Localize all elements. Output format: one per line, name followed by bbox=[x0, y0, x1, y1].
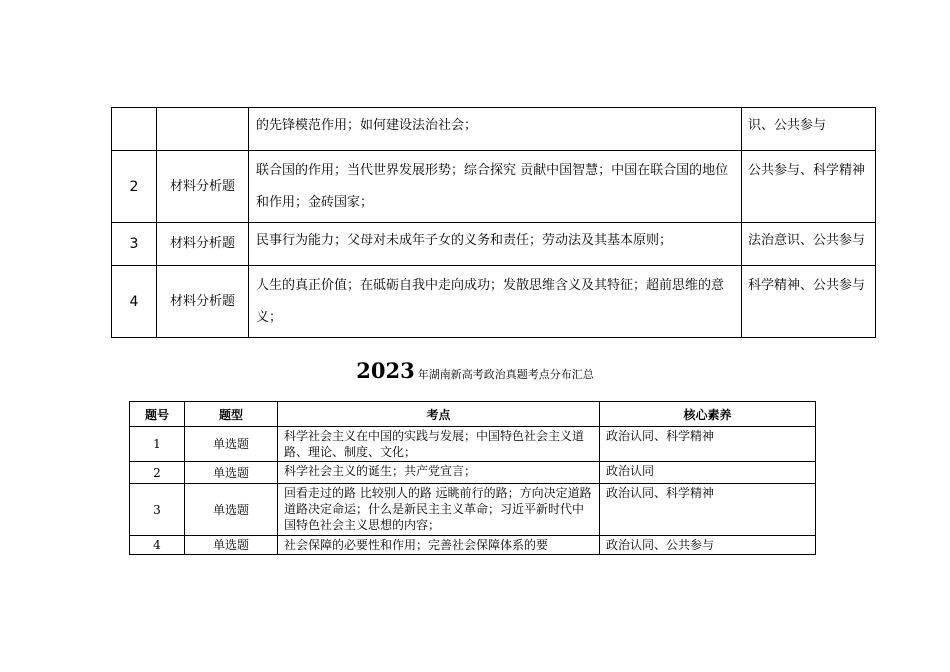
title-year: 2023 bbox=[356, 358, 415, 383]
table-row bbox=[130, 484, 816, 536]
table-2022-continued bbox=[111, 107, 876, 338]
cell-num: 3 bbox=[130, 484, 185, 536]
section-title bbox=[0, 358, 950, 383]
cell-type: 单选题 bbox=[185, 427, 278, 462]
cell-points: 人生的真正价值；在砥砺自我中走向成功；发散思维含义及其特征；超前思维的意义； bbox=[249, 266, 742, 338]
table-row bbox=[112, 223, 876, 266]
table-row bbox=[130, 462, 816, 484]
cell-type: 材料分析题 bbox=[157, 151, 249, 223]
cell-num: 4 bbox=[112, 266, 157, 338]
cell-points: 科学社会主义的诞生；共产党宣言； bbox=[278, 462, 600, 484]
cell-type bbox=[157, 108, 249, 151]
cell-competency: 政治认同、公共参与 bbox=[600, 536, 816, 555]
cell-points: 回看走过的路 比较别人的路 远眺前行的路；方向决定道路 道路决定命运；什么是新民主主义革命；习近平新时代中国特色社会主义思想的内容； bbox=[278, 484, 600, 536]
cell-competency: 政治认同、科学精神 bbox=[600, 484, 816, 536]
header-type: 题型 bbox=[185, 402, 278, 427]
cell-type: 单选题 bbox=[185, 462, 278, 484]
cell-num: 4 bbox=[130, 536, 185, 555]
table-header-row bbox=[130, 402, 816, 427]
cell-type: 单选题 bbox=[185, 484, 278, 536]
cell-competency: 政治认同、科学精神 bbox=[600, 427, 816, 462]
header-competency: 核心素养 bbox=[600, 402, 816, 427]
cell-competency: 法治意识、公共参与 bbox=[742, 223, 876, 266]
table-row bbox=[112, 151, 876, 223]
cell-num bbox=[112, 108, 157, 151]
cell-type: 材料分析题 bbox=[157, 266, 249, 338]
cell-type: 材料分析题 bbox=[157, 223, 249, 266]
cell-competency: 政治认同 bbox=[600, 462, 816, 484]
table-2023 bbox=[129, 401, 816, 555]
cell-points: 联合国的作用；当代世界发展形势；综合探究 贡献中国智慧；中国在联合国的地位和作用；金砖国家； bbox=[249, 151, 742, 223]
header-num: 题号 bbox=[130, 402, 185, 427]
cell-points: 民事行为能力；父母对未成年子女的义务和责任；劳动法及其基本原则； bbox=[249, 223, 742, 266]
cell-num: 1 bbox=[130, 427, 185, 462]
cell-points: 社会保障的必要性和作用；完善社会保障体系的要 bbox=[278, 536, 600, 555]
cell-competency: 识、公共参与 bbox=[742, 108, 876, 151]
cell-points: 的先锋模范作用；如何建设法治社会； bbox=[249, 108, 742, 151]
cell-num: 2 bbox=[130, 462, 185, 484]
title-text: 年湖南新高考政治真题考点分布汇总 bbox=[417, 368, 594, 381]
cell-points: 科学社会主义在中国的实践与发展；中国特色社会主义道路、理论、制度、文化； bbox=[278, 427, 600, 462]
cell-competency: 公共参与、科学精神 bbox=[742, 151, 876, 223]
cell-competency: 科学精神、公共参与 bbox=[742, 266, 876, 338]
cell-type: 单选题 bbox=[185, 536, 278, 555]
cell-num: 2 bbox=[112, 151, 157, 223]
table-row bbox=[112, 108, 876, 151]
header-points: 考点 bbox=[278, 402, 600, 427]
table-row bbox=[112, 266, 876, 338]
table-row bbox=[130, 427, 816, 462]
table-row bbox=[130, 536, 816, 555]
cell-num: 3 bbox=[112, 223, 157, 266]
